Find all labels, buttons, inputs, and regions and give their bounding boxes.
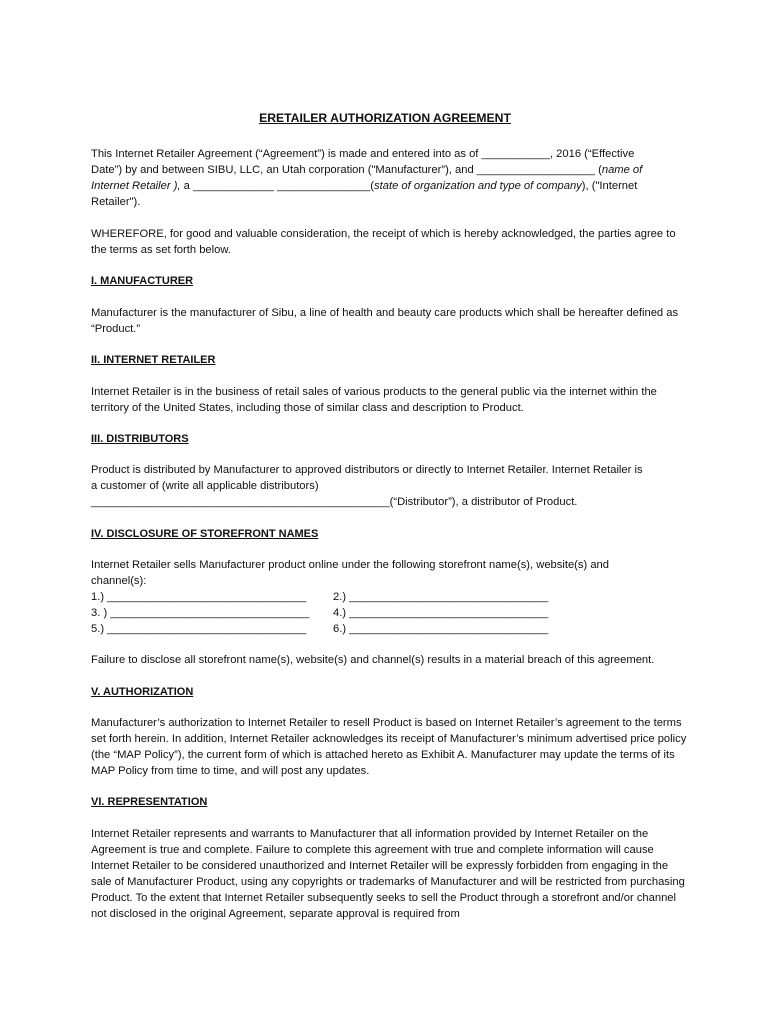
storefront-blank-3: 3. ) ________________________________ [91,607,310,619]
section-heading-distributors: III. DISTRIBUTORS [91,433,189,445]
section-heading-manufacturer: I. MANUFACTURER [91,275,194,287]
section-heading-storefront-names: IV. DISCLOSURE OF STOREFRONT NAMES [91,528,319,540]
distributors-line-1: Product is distributed by Manufacturer to approved distributors or directly to Internet Retailer. Internet Retailer is [91,464,643,476]
wherefore-paragraph: WHEREFORE, for good and valuable consideration, the receipt of which is hereby acknowledged, the parties agree to the terms as set forth below. [91,228,676,256]
section-heading-internet-retailer: II. INTERNET RETAILER [91,354,216,366]
authorization-paragraph: Manufacturer’s authorization to Internet Retailer to resell Product is based on Internet Retailer’s agreement to the terms set forth herein. In addition, Internet Retailer acknowledges its receipt of Manufacturer’s minimum advertised price policy (the “MAP Policy”), the current form of which is attached hereto as Exhibit A. Manufacturer may update the terms of its MAP Policy from time to time, and will post any updates. [91,717,687,777]
internet-retailer-paragraph: Internet Retailer is in the business of retail sales of various products to the general public via the internet within the territory of the United States, including those of similar class and description to Product. [91,386,657,414]
storefront-line-2: channel(s): [91,575,147,587]
storefront-blank-6: 6.) ________________________________ [333,623,549,635]
intro-paragraph [91,146,691,210]
document-title: ERETAILER AUTHORIZATION AGREEMENT [259,111,511,125]
distributor-blank-line: ________________________________________________(“Distributor”), a distributor of Product. [91,496,578,508]
representation-paragraph: Internet Retailer represents and warrants to Manufacturer that all information provided by Internet Retailer on the Agreement is true and complete. Failure to complete this agreement with true and complete information will cause Internet Retailer to be considered unauthorized and Internet Retailer will be expressly forbidden from engaging in the sale of Manufacturer Product, using any copyrights or trademarks of Manufacturer and will be restricted from purchasing Product. To the extent that Internet Retailer subsequently seeks to sell the Product through a storefront and/or channel not disclosed in the original Agreement, separate approval is required from [91,828,685,920]
storefront-failure-notice: Failure to disclose all storefront name(s), website(s) and channel(s) results in a material breach of this agreement. [91,654,655,666]
distributors-paragraph [91,462,691,510]
storefront-blank-2: 2.) ________________________________ [333,591,549,603]
section-heading-representation: VI. REPRESENTATION [91,796,208,808]
storefront-blank-5: 5.) ________________________________ [91,623,307,635]
intro-line-3: Internet Retailer ), a _____________ _______________(state of organization and type of company), ("Internet [91,180,638,192]
intro-line-4: Retailer"). [91,196,141,208]
storefront-blank-1: 1.) ________________________________ [91,591,307,603]
storefront-paragraph [91,557,691,589]
section-heading-authorization: V. AUTHORIZATION [91,686,194,698]
distributors-line-2: a customer of (write all applicable distributors) [91,480,319,492]
storefront-line-1: Internet Retailer sells Manufacturer product online under the following storefront name(s), website(s) and [91,559,609,571]
storefront-blank-4: 4.) ________________________________ [333,607,549,619]
intro-line-1: This Internet Retailer Agreement (“Agreement”) is made and entered into as of ___________, 2016 (“Effective [91,148,635,160]
manufacturer-paragraph: Manufacturer is the manufacturer of Sibu, a line of health and beauty care products which shall be hereafter defined as “Product.” [91,307,679,335]
intro-line-2: Date”) by and between SIBU, LLC, an Utah corporation ("Manufacturer”), and ___________________ (name of [91,164,643,176]
